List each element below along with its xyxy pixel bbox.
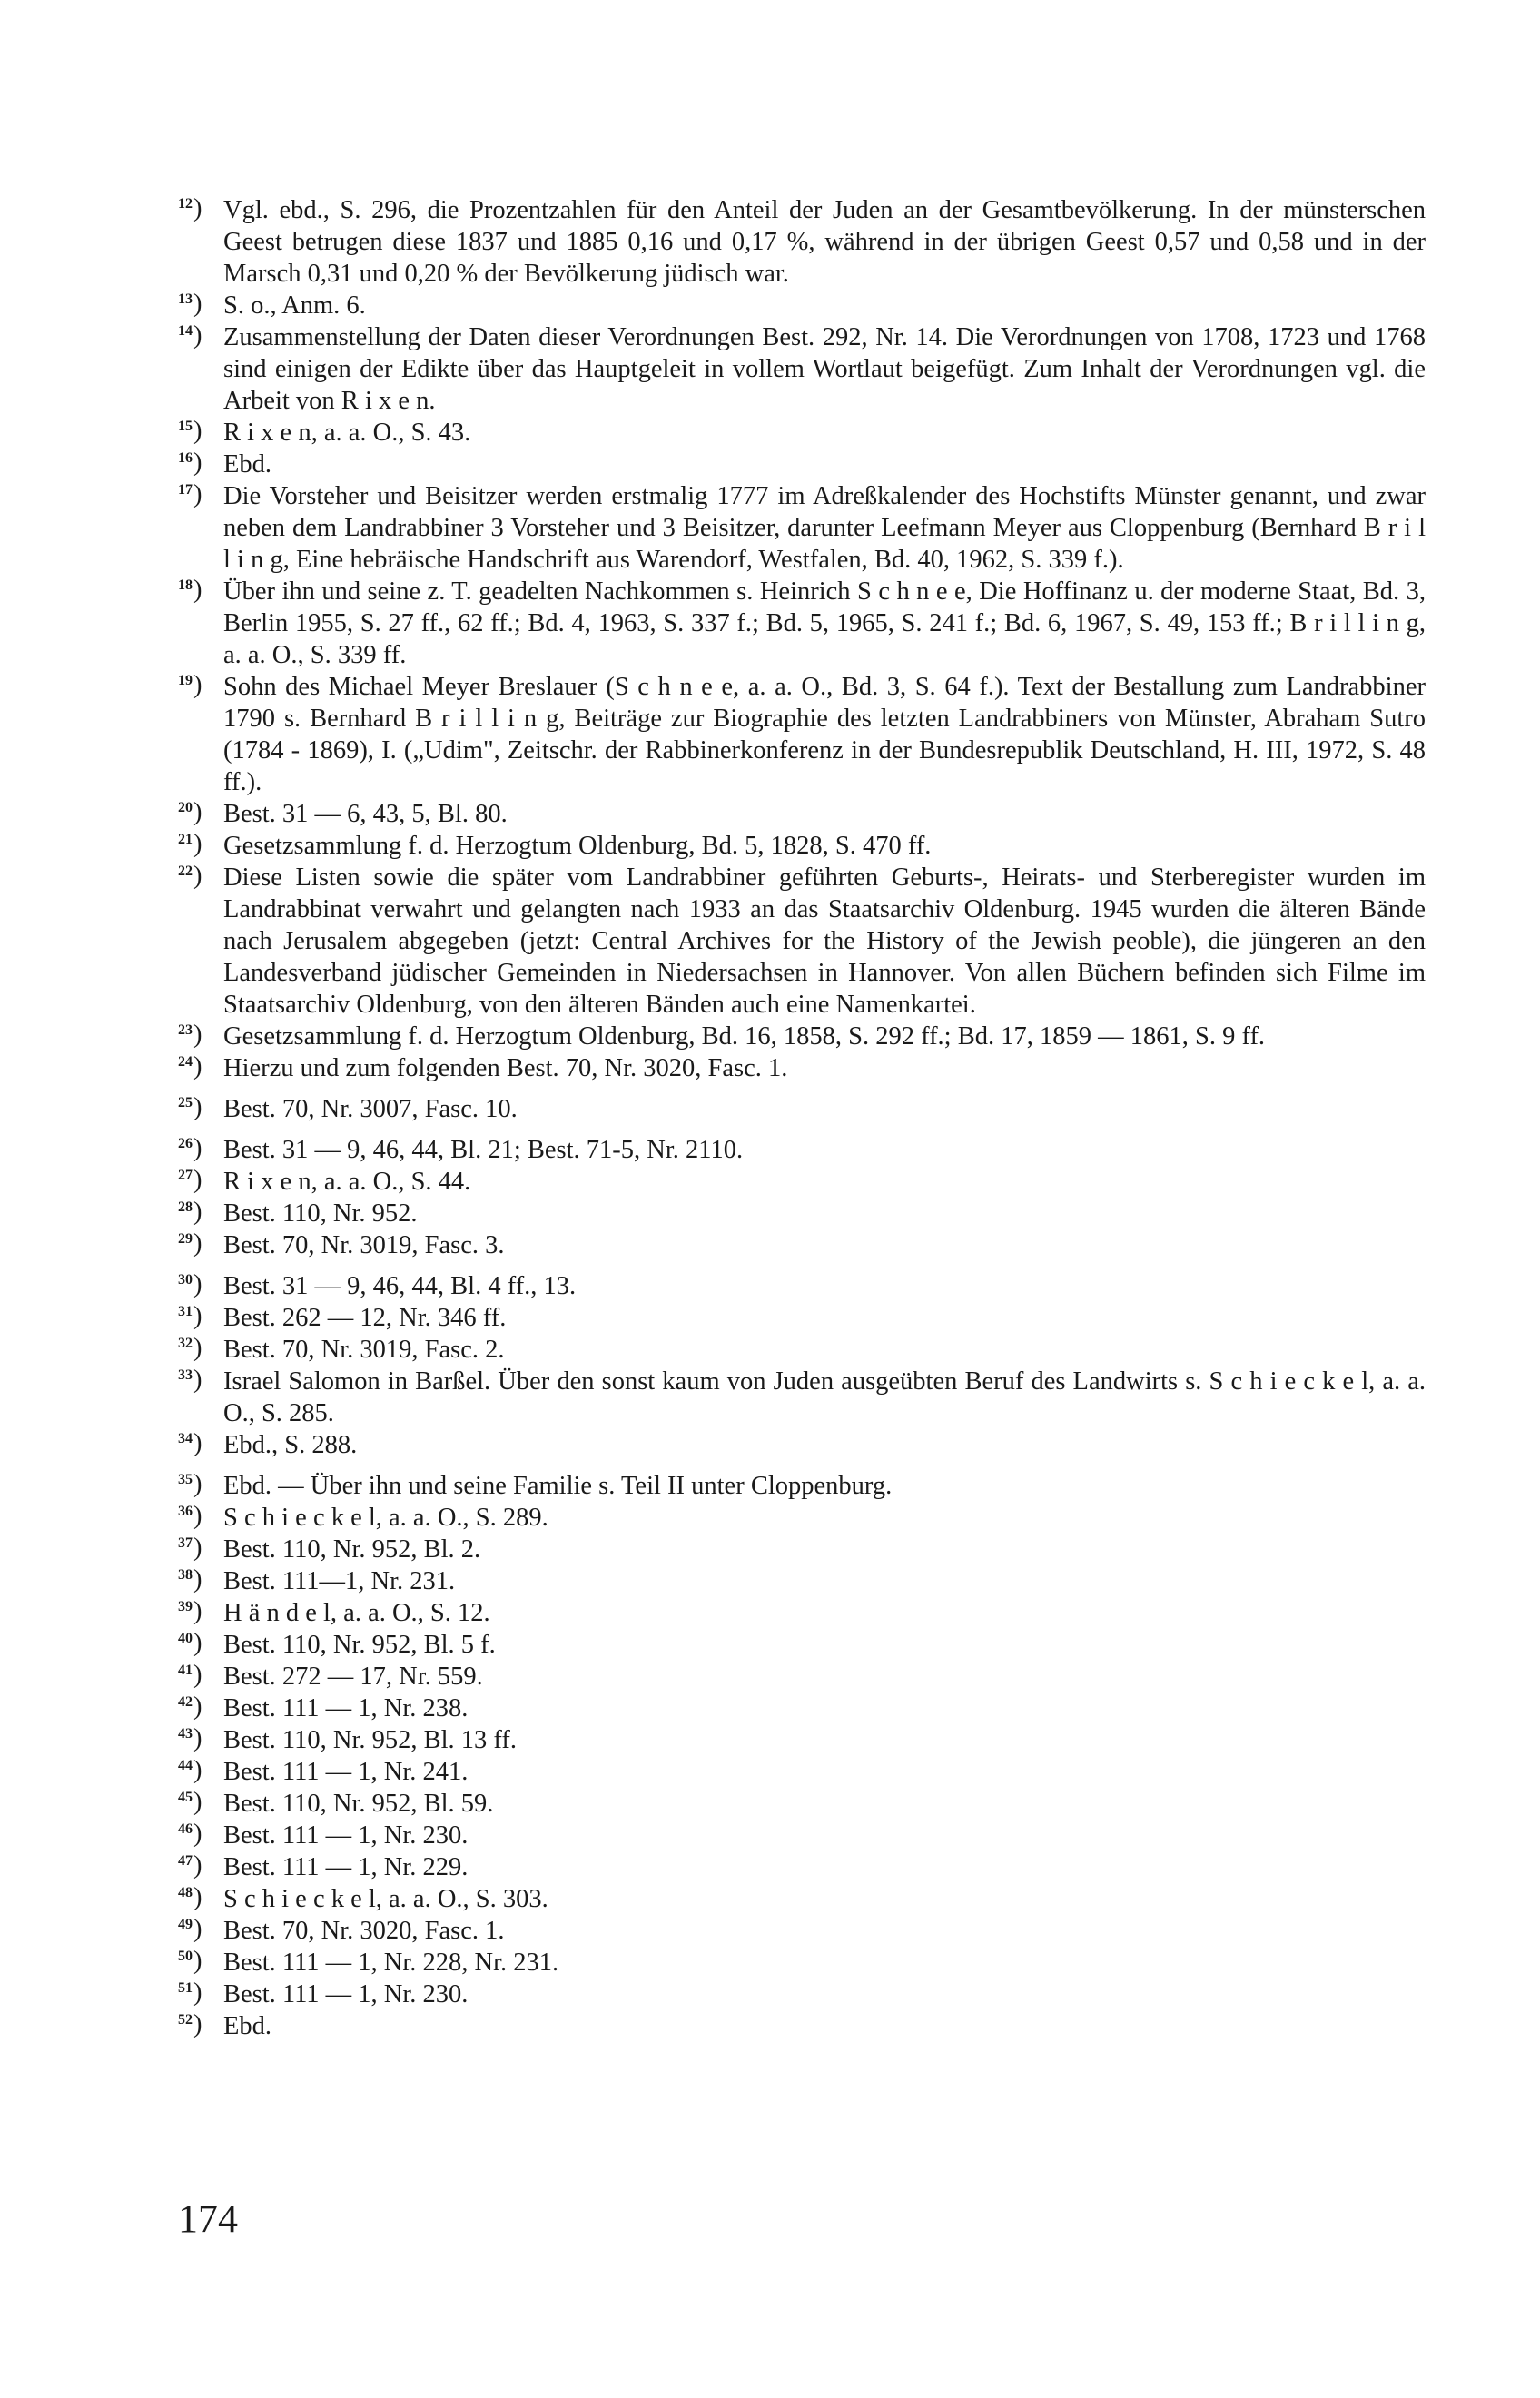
footnote-number: 46 ): [178, 1820, 202, 1844]
footnote-number: 43 ): [178, 1724, 202, 1749]
footnote-number: 25 ): [178, 1093, 202, 1118]
footnote-number: 40 ): [178, 1629, 202, 1653]
footnote-text: Sohn des Michael Meyer Breslauer (S c h n e e, a. a. O., Bd. 3, S. 64 f.). Text der Bestallung zum Landrabbiner 1790 s. Bernhard B r i l l i n g, Beiträge zur Biographie des letzten Landrabbiners von Münster, Abraham Sutro (1784 - 1869), I. („Udim", Zeitschr. der Rabbinerkonferenz in der Bundesrepublik Deutschland, H. III, 1972, S. 48 ff.).: [223, 673, 1426, 796]
footnote: [178, 1502, 1426, 1534]
footnote: [178, 830, 1426, 862]
footnote: [178, 1229, 1426, 1261]
footnote-text: S. o., Anm. 6.: [223, 291, 366, 320]
footnote: [178, 2010, 1426, 2042]
footnote-text: Best. 110, Nr. 952, Bl. 2.: [223, 1535, 481, 1564]
footnote: [178, 1565, 1426, 1597]
footnote-number: 22 ): [178, 862, 202, 886]
footnote-number: 49 ): [178, 1915, 202, 1939]
footnote-text: Zusammenstellung der Daten dieser Verordnungen Best. 292, Nr. 14. Die Verordnungen von 1708, 1723 und 1768 sind einigen der Edikte über das Hauptgeleit in vollem Wortlaut beigefügt. Zum Inhalt der Verordnungen vgl. die Arbeit von R i x e n.: [223, 323, 1426, 415]
footnote-text: Best. 70, Nr. 3019, Fasc. 3.: [223, 1231, 505, 1259]
footnote-text: R i x e n, a. a. O., S. 43.: [223, 419, 471, 447]
footnote-text: Best. 110, Nr. 952, Bl. 13 ff.: [223, 1726, 518, 1754]
footnote-text: Best. 272 — 17, Nr. 559.: [223, 1663, 483, 1691]
footnote-text: Über ihn und seine z. T. geadelten Nachkommen s. Heinrich S c h n e e, Die Hoffinanz u. der moderne Staat, Bd. 3, Berlin 1955, S. 27 ff., 62 ff.; Bd. 4, 1963, S. 337 f.; Bd. 5, 1965, S. 241 f.; Bd. 6, 1967, S. 49, 153 ff.; B r i l l i n g, a. a. O., S. 339 ff.: [223, 577, 1426, 669]
footnote-text: Best. 110, Nr. 952, Bl. 59.: [223, 1790, 494, 1818]
footnote-text: Best. 70, Nr. 3020, Fasc. 1.: [223, 1917, 505, 1945]
footnote-text: Best. 31 — 9, 46, 44, Bl. 4 ff., 13.: [223, 1272, 577, 1300]
footnote: [178, 1052, 1426, 1084]
footnote-text: Ebd. — Über ihn und seine Familie s. Teil II unter Cloppenburg.: [223, 1472, 893, 1500]
footnote-text: S c h i e c k e l, a. a. O., S. 289.: [223, 1504, 548, 1532]
footnote-number: 15 ): [178, 417, 202, 441]
footnote: [178, 1979, 1426, 2010]
footnote: [178, 1629, 1426, 1661]
footnote-text: H ä n d e l, a. a. O., S. 12.: [223, 1599, 490, 1627]
footnote-text: Best. 31 — 9, 46, 44, Bl. 21; Best. 71-5, Nr. 2110.: [223, 1136, 744, 1164]
footnote-number: 45 ): [178, 1788, 202, 1812]
footnote-text: Best. 111 — 1, Nr. 230.: [223, 1821, 469, 1850]
footnote-number: 17 ): [178, 480, 202, 505]
footnote-number: 23 ): [178, 1021, 202, 1045]
footnote: [178, 576, 1426, 671]
footnote-number: 27 ): [178, 1166, 202, 1190]
footnote: [178, 1851, 1426, 1883]
footnote-number: 38 ): [178, 1565, 202, 1590]
footnote-number: 37 ): [178, 1534, 202, 1558]
footnote: [178, 1756, 1426, 1788]
footnote-number: 28 ): [178, 1198, 202, 1222]
footnote-text: Best. 111 — 1, Nr. 241.: [223, 1758, 469, 1786]
footnote: [178, 1692, 1426, 1724]
footnote: [178, 1820, 1426, 1851]
footnote-number: 35 ): [178, 1470, 202, 1495]
footnote-text: Gesetzsammlung f. d. Herzogtum Oldenburg, Bd. 5, 1828, S. 470 ff.: [223, 832, 932, 860]
footnote-number: 31 ): [178, 1302, 202, 1327]
footnote: [178, 1302, 1426, 1334]
footnote: [178, 1366, 1426, 1429]
footnote-text: Ebd.: [223, 450, 272, 479]
footnote-text: Best. 111—1, Nr. 231.: [223, 1567, 456, 1595]
footnote-number: 21 ): [178, 830, 202, 854]
footnote-number: 44 ): [178, 1756, 202, 1781]
footnote: [178, 1724, 1426, 1756]
footnote: [178, 1166, 1426, 1198]
footnote-number: 30 ): [178, 1270, 202, 1295]
footnote-number: 34 ): [178, 1429, 202, 1454]
footnote-text: Best. 111 — 1, Nr. 230.: [223, 1980, 469, 2008]
footnote-text: Best. 111 — 1, Nr. 228, Nr. 231.: [223, 1949, 559, 1977]
footnote-number: 12 ): [178, 194, 202, 219]
footnote-number: 19 ): [178, 671, 202, 696]
footnote: [178, 449, 1426, 480]
footnote-text: Best. 70, Nr. 3019, Fasc. 2.: [223, 1336, 505, 1364]
footnote: [178, 1947, 1426, 1979]
footnote-text: Ebd.: [223, 2012, 272, 2040]
footnote: [178, 1134, 1426, 1166]
footnote: [178, 1270, 1426, 1302]
footnote: [178, 321, 1426, 417]
footnote-number: 20 ): [178, 798, 202, 823]
footnote-number: 41 ): [178, 1661, 202, 1685]
footnote-number: 48 ): [178, 1883, 202, 1908]
page-number: 174: [178, 2196, 238, 2241]
footnote: [178, 417, 1426, 449]
footnotes-list: [178, 194, 1426, 2042]
footnote: [178, 862, 1426, 1021]
footnote-number: 47 ): [178, 1851, 202, 1876]
footnote-number: 13 ): [178, 290, 202, 314]
footnote: [178, 1661, 1426, 1692]
footnote: [178, 194, 1426, 290]
footnote-number: 14 ): [178, 321, 202, 346]
footnote-text: Best. 111 — 1, Nr. 229.: [223, 1853, 469, 1881]
footnote: [178, 1883, 1426, 1915]
footnote-number: 52 ): [178, 2010, 202, 2035]
footnote: [178, 480, 1426, 576]
footnote: [178, 1597, 1426, 1629]
footnote: [178, 1915, 1426, 1947]
footnote-number: 33 ): [178, 1366, 202, 1390]
footnote: [178, 1334, 1426, 1366]
footnote-text: Best. 111 — 1, Nr. 238.: [223, 1694, 469, 1722]
footnote: [178, 1429, 1426, 1461]
footnote-number: 29 ): [178, 1229, 202, 1254]
footnote-text: Diese Listen sowie die später vom Landrabbiner geführten Geburts-, Heirats- und Sterberegister wurden im Landrabbinat verwahrt und gelangten nach 1933 an das Staatsarchiv Oldenburg. 1945 wurden die älteren Bände nach Jerusalem abgegeben (jetzt: Central Archives for the History of the Jewish peoble), die jüngeren an den Landesverband jüdischer Gemeinden in Niedersachsen in Hannover. Von allen Büchern befinden sich Filme im Staatsarchiv Oldenburg, von den älteren Bänden auch eine Namenkartei.: [223, 863, 1426, 1019]
footnote: [178, 1788, 1426, 1820]
footnote-text: Best. 31 — 6, 43, 5, Bl. 80.: [223, 800, 508, 828]
footnote-number: 51 ): [178, 1979, 202, 2003]
footnote-number: 24 ): [178, 1052, 202, 1077]
footnote-number: 42 ): [178, 1692, 202, 1717]
footnote: [178, 1093, 1426, 1125]
footnote-number: 32 ): [178, 1334, 202, 1358]
footnote-text: Best. 70, Nr. 3007, Fasc. 10.: [223, 1095, 518, 1123]
footnote: [178, 1534, 1426, 1565]
footnote-text: Hierzu und zum folgenden Best. 70, Nr. 3020, Fasc. 1.: [223, 1054, 788, 1082]
footnote-number: 18 ): [178, 576, 202, 600]
footnote: [178, 1021, 1426, 1052]
footnote-number: 39 ): [178, 1597, 202, 1622]
footnote-text: Vgl. ebd., S. 296, die Prozentzahlen für den Anteil der Juden an der Gesamtbevölkerung. In der münsterschen Geest betrugen diese 1837 und 1885 0,16 und 0,17 %, während in der übrigen Geest 0,57 und 0,58 und in der Marsch 0,31 und 0,20 % der Bevölkerung jüdisch war.: [223, 196, 1426, 288]
footnote: [178, 671, 1426, 798]
footnote-text: Best. 262 — 12, Nr. 346 ff.: [223, 1304, 507, 1332]
footnote-text: Ebd., S. 288.: [223, 1431, 358, 1459]
footnote-text: Best. 110, Nr. 952, Bl. 5 f.: [223, 1631, 496, 1659]
footnote-text: Israel Salomon in Barßel. Über den sonst kaum von Juden ausgeübten Beruf des Landwirts s. S c h i e c k e l, a. a. O., S. 285.: [223, 1367, 1426, 1427]
footnote: [178, 798, 1426, 830]
footnote-number: 16 ): [178, 449, 202, 473]
footnote-text: S c h i e c k e l, a. a. O., S. 303.: [223, 1885, 548, 1913]
footnote: [178, 1470, 1426, 1502]
footnote-number: 50 ): [178, 1947, 202, 1971]
footnote-number: 36 ): [178, 1502, 202, 1526]
footnote-text: Die Vorsteher und Beisitzer werden erstmalig 1777 im Adreßkalender des Hochstifts Münster genannt, und zwar neben dem Landrabbiner 3 Vorsteher und 3 Beisitzer, darunter Leefmann Meyer aus Cloppenburg (Bernhard B r i l l i n g, Eine hebräische Handschrift aus Warendorf, Westfalen, Bd. 40, 1962, S. 339 f.).: [223, 482, 1426, 574]
footnote-text: Gesetzsammlung f. d. Herzogtum Oldenburg, Bd. 16, 1858, S. 292 ff.; Bd. 17, 1859 — 1861, S. 9 ff.: [223, 1022, 1266, 1051]
footnote-text: R i x e n, a. a. O., S. 44.: [223, 1168, 471, 1196]
footnote: [178, 1198, 1426, 1229]
footnote-number: 26 ): [178, 1134, 202, 1159]
footnote-text: Best. 110, Nr. 952.: [223, 1199, 418, 1228]
footnote: [178, 290, 1426, 321]
